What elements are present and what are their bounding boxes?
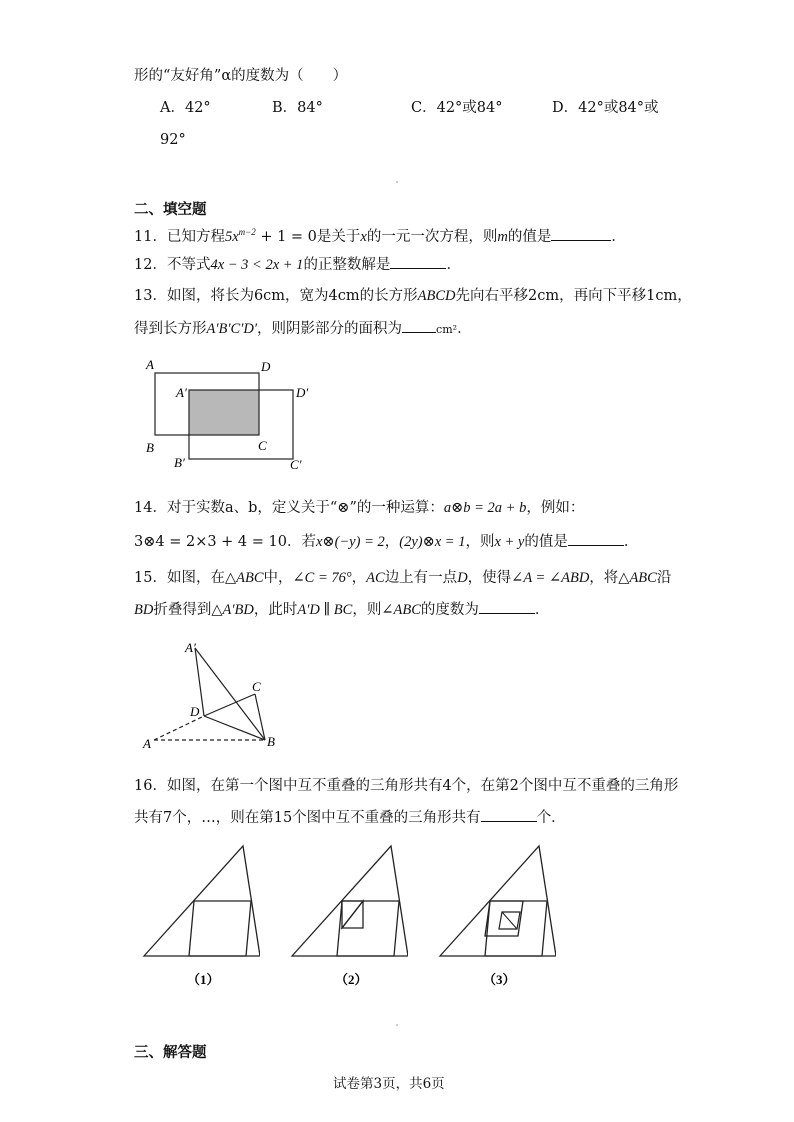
question-11: 11．已知方程$5x^{m-2} + 1 = 0$是关于x的一元一次方程，则m的值是 ．	[134, 227, 626, 245]
label-a: A	[143, 736, 151, 751]
question-15-line2: BD折叠得到△A′BD，此时A′D ∥ BC，则∠ABC的度数为 ．	[134, 599, 549, 620]
answer-blank[interactable]	[390, 254, 446, 269]
label-b: B	[146, 440, 154, 455]
triangle-figure-3	[436, 840, 556, 990]
triangle-figure-1	[140, 840, 260, 990]
section-title-fill-in: 二、填空题	[134, 202, 207, 218]
q10-option-a: A．42°	[160, 100, 211, 116]
q10-option-b: B．84°	[272, 100, 323, 116]
question-13-line1: 13．如图，将长为6cm，宽为4cm的长方形ABCD先向右平移2cm，再向下平移1cm，	[134, 288, 692, 304]
question-16-line1: 16．如图，在第一个图中互不重叠的三角形共有4个，在第2个图中互不重叠的三角形	[134, 778, 679, 794]
question-13-line2: 得到长方形A′B′C′D′，则阴影部分的面积为 cm²．	[134, 318, 472, 340]
question-14-line1: 14．对于实数a、b，定义关于“⊗”的一种运算：a⊗b = 2a + b，例如：	[134, 500, 585, 516]
label-b: B	[267, 734, 275, 749]
label-d-prime: D′	[296, 385, 309, 400]
answer-blank[interactable]	[551, 226, 611, 241]
question-12: 12．不等式4x − 3 < 2x + 1的正整数解是 ．	[134, 254, 461, 275]
label-c: C	[252, 679, 261, 694]
page-dot	[396, 181, 398, 183]
label-a-prime: A′	[176, 385, 187, 400]
label-d: D	[261, 359, 271, 374]
caption-1: （1）	[187, 972, 220, 987]
question-16-line2: 共有7个，…，则在第15个图中互不重叠的三角形共有 个．	[134, 807, 566, 828]
q10-option-c: C．42°或84°	[411, 100, 503, 116]
answer-blank[interactable]	[479, 599, 535, 614]
label-a-prime: A′	[185, 640, 196, 655]
label-c-prime: C′	[290, 457, 302, 472]
answer-blank[interactable]	[402, 318, 436, 333]
label-a: A	[146, 357, 154, 372]
label-b-prime: B′	[174, 455, 185, 470]
q10-option-d: D．42°或84°或	[552, 100, 659, 116]
question-15-line1: 15．如图，在△ABC中，∠C = 76°，AC边上有一点D，使得∠A = ∠ABD，将△ABC沿	[134, 570, 672, 586]
answer-blank[interactable]	[568, 531, 624, 546]
label-c: C	[258, 438, 267, 453]
label-d: D	[190, 704, 200, 719]
page-footer: 试卷第3页，共6页	[333, 1076, 445, 1092]
caption-2: （2）	[335, 972, 368, 987]
answer-blank[interactable]	[481, 807, 537, 822]
triangle-figure-2	[288, 840, 408, 990]
q10-stem: 形的“友好角”α的度数为（ ）	[134, 68, 348, 84]
question-14-line2: 3⊗4 = 2×3 + 4 = 10．若x⊗(−y) = 2，(2y)⊗x = 1，则x + y的值是 ．	[134, 531, 638, 552]
page-dot	[396, 1024, 398, 1026]
shaded-overlap	[189, 390, 259, 435]
triangle-fold-figure	[140, 636, 300, 756]
section-title-solve: 三、解答题	[134, 1045, 207, 1061]
q10-option-d-cont: 92°	[160, 132, 186, 148]
caption-3: （3）	[483, 972, 516, 987]
rectangle-translation-figure	[140, 355, 320, 475]
